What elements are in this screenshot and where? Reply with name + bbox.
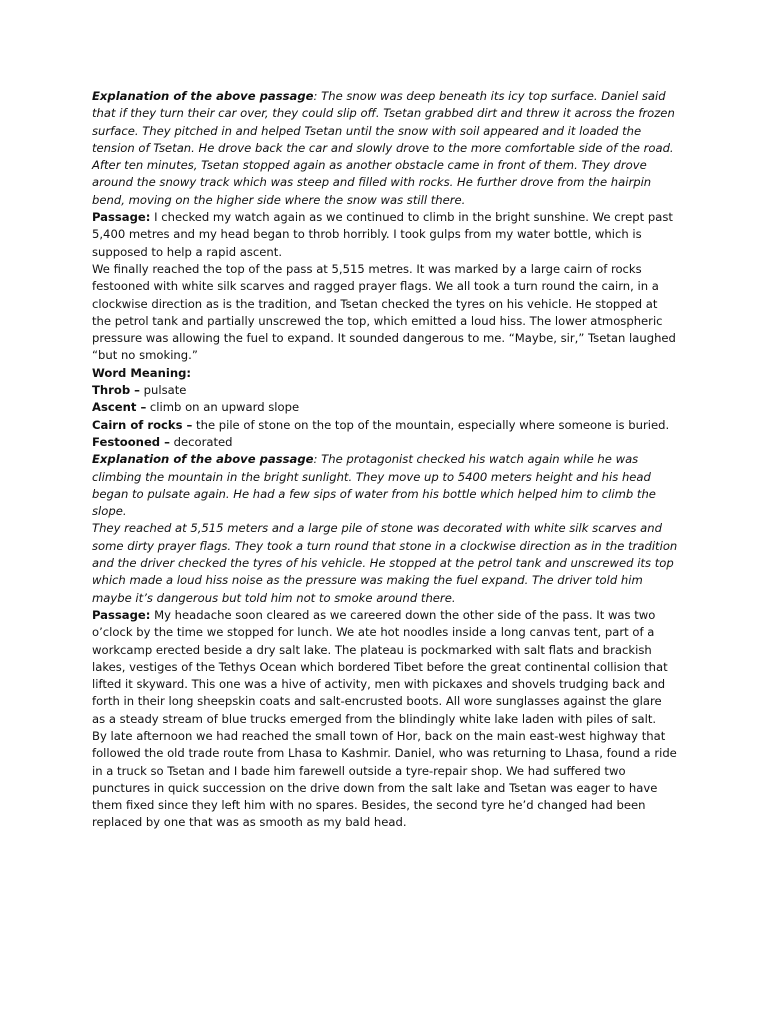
document-page xyxy=(92,88,678,832)
explanation-paragraph-1 xyxy=(92,88,678,157)
explanation-paragraph-1b: After ten minutes, Tsetan stopped again as another obstacle came in front of them. They drove around the snowy track which was steep and filled with rocks. He further drove from the hairpin bend, moving on the higher side where the snow was still there. xyxy=(92,158,652,207)
explanation-colon: : xyxy=(313,89,318,103)
explanation-text: The snow was deep beneath its icy top surface. Daniel said that if they turn their car over, they could slip off. Tsetan grabbed dirt and threw it across the frozen surface. They pitched in and helped Tsetan until the snow with soil appeared and it loaded the tension of Tsetan. He drove back the car and slowly drove to the more comfortable side of the road. xyxy=(92,89,675,155)
word-meaning-item xyxy=(92,417,678,434)
word-term: Throb – xyxy=(92,383,140,398)
explanation-paragraph-2 xyxy=(92,451,678,520)
word-term: Ascent – xyxy=(92,400,147,415)
passage-text: My headache soon cleared as we careered down the other side of the pass. It was two o’clock by the time we stopped for lunch. We ate hot noodles inside a long canvas tent, part of a workcamp erected beside a dry salt lake. The plateau is pockmarked with salt flats and brackish lakes, vestiges of the Tethys Ocean which bordered Tibet before the great continental collision that lifted it skyward. This one was a hive of activity, men with pickaxes and shovels trudging back and forth in their long sheepskin coats and salt-encrusted boots. All wore sunglasses against the glare as a steady stream of blue trucks emerged from the blindingly white lake laden with piles of salt. xyxy=(92,607,668,726)
passage-text: I checked my watch again as we continued to climb in the bright sunshine. We crept past 5,400 metres and my head began to throb horribly. I took gulps from my water bottle, which is supposed to help a rapid ascent. xyxy=(92,210,673,259)
word-meaning-item xyxy=(92,434,678,451)
explanation-paragraph-2b: They reached at 5,515 meters and a large pile of stone was decorated with white silk scarves and some dirty prayer flags. They took a turn round that stone in a clockwise direction as in the tradition and the driver checked the tyres of his vehicle. He stopped at the petrol tank and unscrewed its top which made a loud hiss noise as the pressure was making the fuel expand. The driver told him maybe it’s dangerous but told him not to smoke around there. xyxy=(92,521,678,605)
word-meaning-item xyxy=(92,382,678,399)
word-term: Festooned – xyxy=(92,434,170,449)
passage-label: Passage: xyxy=(92,607,151,622)
word-definition: the pile of stone on the top of the mountain, especially where someone is buried. xyxy=(192,417,670,432)
word-definition: decorated xyxy=(169,434,233,449)
passage-paragraph-1b: We finally reached the top of the pass at 5,515 metres. It was marked by a large cairn of rocks festooned with white silk scarves and ragged prayer flags. We all took a turn round the cairn, in a clockwise direction as is the tradition, and Tsetan checked the tyres on his vehicle. He stopped at the petrol tank and partially unscrewed the top, which emitted a loud hiss. The lower atmospheric pressure was allowing the fuel to expand. It sounded dangerous to me. “Maybe, sir,” Tsetan laughed “but no smoking.” xyxy=(92,261,676,363)
passage-paragraph-1 xyxy=(92,209,678,261)
passage-paragraph-2 xyxy=(92,607,678,728)
word-meaning-heading: Word Meaning: xyxy=(92,365,192,380)
passage-label: Passage: xyxy=(92,210,151,225)
word-meaning-item xyxy=(92,399,678,416)
passage-paragraph-2b: By late afternoon we had reached the small town of Hor, back on the main east-west highway that followed the old trade route from Lhasa to Kashmir. Daniel, who was returning to Lhasa, found a ride in a truck so Tsetan and I bade him farewell outside a tyre-repair shop. We had suffered two punctures in quick succession on the drive down from the salt lake and Tsetan was eager to have them fixed since they left him with no spares. Besides, the second tyre he’d changed had been replaced by one that was as smooth as my bald head. xyxy=(92,728,677,830)
explanation-text: The protagonist checked his watch again while he was climbing the mountain in the bright sunlight. They move up to 5400 meters height and his head began to pulsate again. He had a few sips of water from his bottle which helped him to climb the slope. xyxy=(92,452,656,519)
explanation-label: Explanation of the above passage xyxy=(92,452,314,467)
explanation-colon: : xyxy=(313,452,318,467)
word-term: Cairn of rocks – xyxy=(92,417,193,432)
word-definition: climb on an upward slope xyxy=(146,400,300,415)
word-definition: pulsate xyxy=(139,383,187,398)
explanation-label: Explanation of the above passage xyxy=(92,89,314,103)
